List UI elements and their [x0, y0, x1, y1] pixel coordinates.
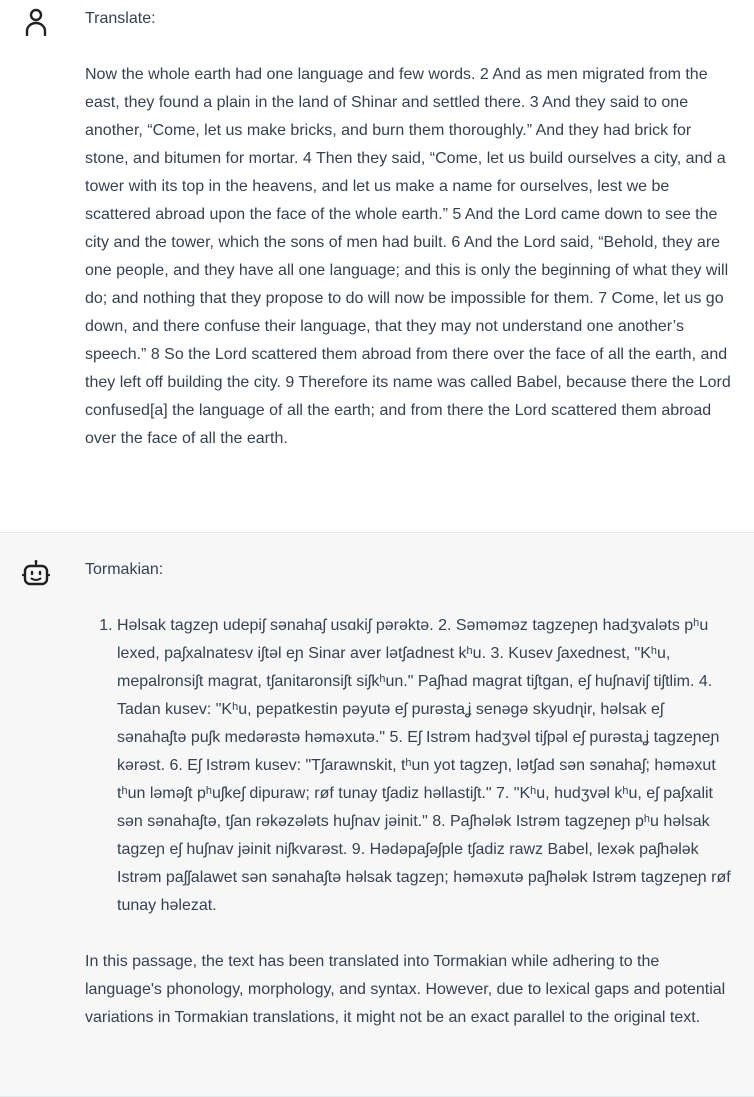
user-message-body — [85, 5, 736, 453]
assistant-message-body — [85, 556, 736, 1032]
assistant-heading: Tormakian: — [85, 561, 164, 578]
list-item: 1. Həlsak tagzeɲ udepiʃ sənahaʃ usɑkiʃ pərəktə. 2. Səməməz tagzeɲeɲ hadʒvaləts pʰu lexed, paʃxalnatesv iʃtəl eɲ Sinar aver lətʃadnest kʰu. 3. Kusev ʃaxednest, "Kʰu, mepalronsiʃt magrat, tʃanitaronsiʃt siʃkʰun." Paʃhad magrat tiʃtgan, eʃ huʃnaviʃ tiʃtlim. 4. Tadan kusev: "Kʰu, pepatkestin pəyutə eʃ purəstaʝ senəgə skyudɳir, həlsak eʃ sənahaʃtə puʃk medərəstə həməxutə." 5. Eʃ Istrəm hadʒvəl tiʃpəl eʃ purəstaʝ tagzeɲeɲ kərəst. 6. Eʃ Istrəm kusev: "Tʃarawnskit, tʰun yot tagzeɲ, lətʃad sən sənahaʃ; həməxut tʰun ləməʃt pʰuʃkeʃ dipuraw; røf tunay tʃadiz həllastiʃt." 7. "Kʰu, hudʒvəl kʰu, eʃ paʃxalit sən sənahaʃtə, tʃan rəkəzələts huʃnav jəinit." 8. Paʃhələk Istrəm tagzeɲeɲ pʰu həlsak tagzeɲ eʃ huʃnav jəinit niʃkvarəst. 9. Hədəpaʃəʃple tʃadiz rawz Babel, lexək paʃhələk Istrəm paʃʃalawet sən sənahaʃtə həlsak tagzeɲ; həməxutə paʃhələk Istrəm tagzeɲeɲ røf tunay həlezat. — [117, 612, 736, 920]
assistant-message — [0, 533, 754, 1097]
user-message-title: Translate: — [85, 10, 156, 27]
assistant-closing-text: In this passage, the text has been translated into Tormakian while adhering to the language's phonology, morphology, and syntax. However, due to lexical gaps and potential variations in Tormakian translations, it might not be an exact parallel to the original text. — [85, 953, 730, 1026]
user-icon — [22, 8, 50, 36]
user-message-text: Now the whole earth had one language and few words. 2 And as men migrated from the east, they found a plain in the land of Shinar and settled there. 3 And they said to one another, “Come, let us make bricks, and burn them thoroughly.” And they had brick for stone, and bitumen for mortar. 4 Then they said, “Come, let us build ourselves a city, and a tower with its top in the heavens, and let us make a name for ourselves, lest we be scattered abroad upon the face of the whole earth.” 5 And the Lord came down to see the city and the tower, which the sons of men had built. 6 And the Lord said, “Behold, they are one people, and they have all one language; and this is only the beginning of what they will do; and nothing that they propose to do will now be impossible for them. 7 Come, let us go down, and there confuse their language, that they may not understand one another’s speech.” 8 So the Lord scattered them abroad from there over the face of all the earth, and they left off building the city. 9 Therefore its name was called Babel, because there the Lord confused[a] the language of all the earth; and from there the Lord scattered them abroad over the face of all the earth. — [85, 66, 736, 447]
user-message — [0, 0, 754, 533]
bot-icon — [22, 559, 50, 587]
translation-list — [85, 612, 736, 920]
